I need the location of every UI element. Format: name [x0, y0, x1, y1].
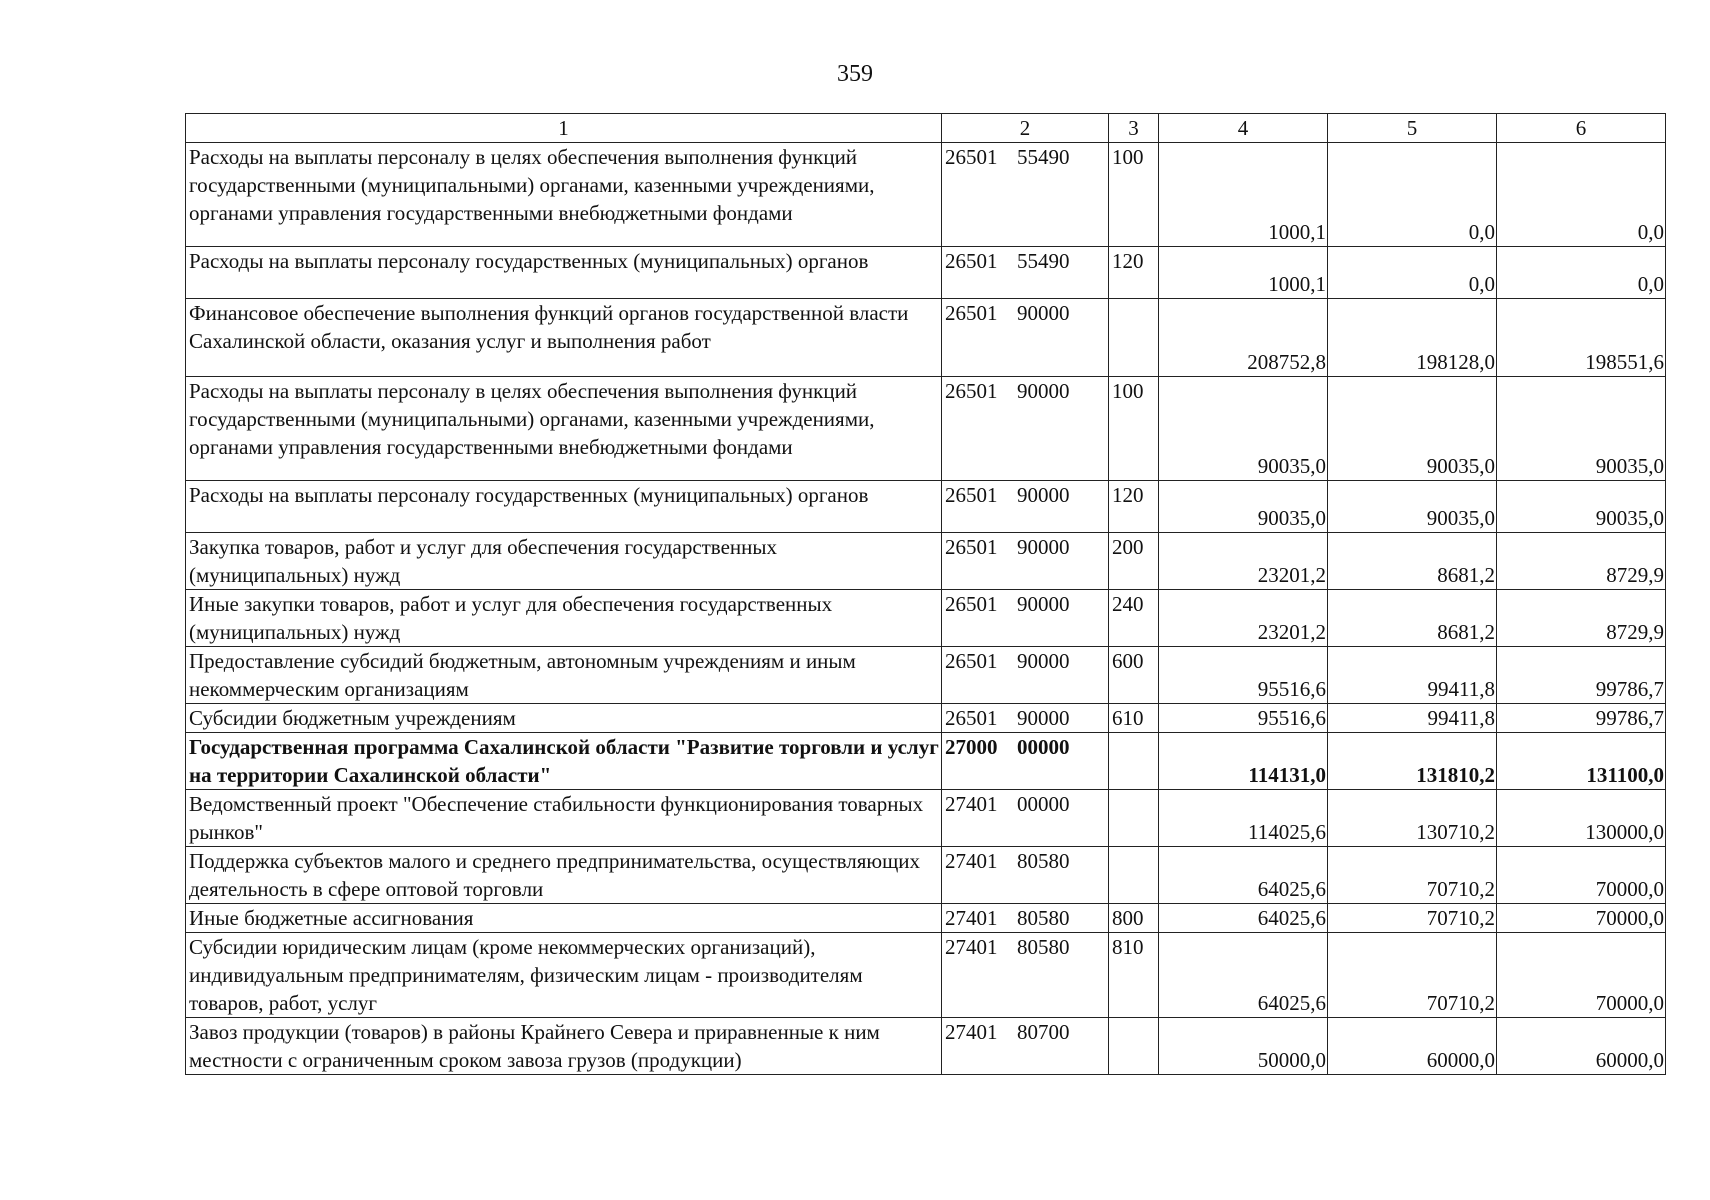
table-row	[186, 704, 1666, 733]
table-row	[186, 377, 1666, 481]
row-value-col6: 8729,9	[1497, 533, 1666, 590]
table-row	[186, 481, 1666, 533]
row-value-col5: 70710,2	[1328, 904, 1497, 933]
row-value-col4: 95516,6	[1159, 704, 1328, 733]
row-value-col5: 90035,0	[1328, 377, 1497, 481]
code-direction: 90000	[1017, 483, 1070, 507]
column-header: 4	[1159, 114, 1328, 143]
code-direction: 90000	[1017, 379, 1070, 403]
row-value-col4: 50000,0	[1159, 1018, 1328, 1075]
table-row	[186, 143, 1666, 247]
row-expense-type	[1109, 733, 1159, 790]
row-value-col5: 130710,2	[1328, 790, 1497, 847]
code-direction: 90000	[1017, 706, 1070, 730]
row-value-col4: 23201,2	[1159, 533, 1328, 590]
table-row	[186, 647, 1666, 704]
row-code	[942, 790, 1109, 847]
table-row	[186, 299, 1666, 377]
row-name: Расходы на выплаты персоналу государственных (муниципальных) органов	[186, 247, 942, 299]
row-value-col4: 23201,2	[1159, 590, 1328, 647]
row-name: Расходы на выплаты персоналу государственных (муниципальных) органов	[186, 481, 942, 533]
code-program: 26501	[945, 249, 998, 273]
row-value-col6: 0,0	[1497, 143, 1666, 247]
row-value-col6: 198551,6	[1497, 299, 1666, 377]
row-value-col5: 0,0	[1328, 143, 1497, 247]
row-expense-type: 240	[1109, 590, 1159, 647]
row-name: Расходы на выплаты персоналу в целях обеспечения выполнения функций государственными (муниципальными) органами, казенными учреждениями, органами управления государственными внебюджетными фондами	[186, 377, 942, 481]
row-expense-type: 810	[1109, 933, 1159, 1018]
table-row	[186, 590, 1666, 647]
row-value-col5: 70710,2	[1328, 933, 1497, 1018]
row-code	[942, 299, 1109, 377]
code-program: 26501	[945, 301, 998, 325]
row-value-col6: 99786,7	[1497, 704, 1666, 733]
code-program: 26501	[945, 706, 998, 730]
code-program: 26501	[945, 379, 998, 403]
table-row	[186, 533, 1666, 590]
code-program: 26501	[945, 535, 998, 559]
row-value-col6: 70000,0	[1497, 904, 1666, 933]
table-row	[186, 790, 1666, 847]
code-program: 27000	[945, 735, 998, 759]
code-program: 27401	[945, 906, 998, 930]
row-value-col6: 60000,0	[1497, 1018, 1666, 1075]
row-expense-type: 100	[1109, 143, 1159, 247]
row-name: Иные закупки товаров, работ и услуг для обеспечения государственных (муниципальных) нужд	[186, 590, 942, 647]
row-value-col4: 1000,1	[1159, 247, 1328, 299]
row-code	[942, 247, 1109, 299]
row-expense-type	[1109, 790, 1159, 847]
row-expense-type	[1109, 1018, 1159, 1075]
row-value-col6: 70000,0	[1497, 933, 1666, 1018]
row-name: Субсидии бюджетным учреждениям	[186, 704, 942, 733]
row-name: Расходы на выплаты персоналу в целях обеспечения выполнения функций государственными (муниципальными) органами, казенными учреждениями, органами управления государственными внебюджетными фондами	[186, 143, 942, 247]
code-direction: 80580	[1017, 935, 1070, 959]
code-direction: 90000	[1017, 301, 1070, 325]
code-program: 27401	[945, 1020, 998, 1044]
row-expense-type	[1109, 847, 1159, 904]
row-name: Государственная программа Сахалинской области "Развитие торговли и услуг на территории Сахалинской области"	[186, 733, 942, 790]
row-value-col5: 198128,0	[1328, 299, 1497, 377]
row-code	[942, 904, 1109, 933]
column-header: 5	[1328, 114, 1497, 143]
row-expense-type: 120	[1109, 247, 1159, 299]
row-name: Субсидии юридическим лицам (кроме некоммерческих организаций), индивидуальным предпринимателям, физическим лицам - производителям товаров, работ, услуг	[186, 933, 942, 1018]
row-name: Финансовое обеспечение выполнения функций органов государственной власти Сахалинской области, оказания услуг и выполнения работ	[186, 299, 942, 377]
row-code	[942, 647, 1109, 704]
row-value-col6: 0,0	[1497, 247, 1666, 299]
row-value-col6: 99786,7	[1497, 647, 1666, 704]
code-program: 27401	[945, 849, 998, 873]
row-code	[942, 704, 1109, 733]
row-name: Предоставление субсидий бюджетным, автономным учреждениям и иным некоммерческим организациям	[186, 647, 942, 704]
row-value-col4: 95516,6	[1159, 647, 1328, 704]
row-code	[942, 143, 1109, 247]
table-row	[186, 733, 1666, 790]
code-program: 27401	[945, 792, 998, 816]
page-number: 359	[837, 61, 873, 87]
code-direction: 00000	[1017, 735, 1070, 759]
row-code	[942, 733, 1109, 790]
code-program: 26501	[945, 649, 998, 673]
row-value-col5: 60000,0	[1328, 1018, 1497, 1075]
row-value-col4: 114131,0	[1159, 733, 1328, 790]
row-name: Поддержка субъектов малого и среднего предпринимательства, осуществляющих деятельность в сфере оптовой торговли	[186, 847, 942, 904]
code-direction: 90000	[1017, 649, 1070, 673]
row-value-col5: 99411,8	[1328, 647, 1497, 704]
row-value-col6: 70000,0	[1497, 847, 1666, 904]
code-direction: 90000	[1017, 535, 1070, 559]
row-value-col5: 99411,8	[1328, 704, 1497, 733]
row-name: Ведомственный проект "Обеспечение стабильности функционирования товарных рынков"	[186, 790, 942, 847]
row-code	[942, 590, 1109, 647]
table-row	[186, 904, 1666, 933]
row-expense-type: 800	[1109, 904, 1159, 933]
row-value-col4: 64025,6	[1159, 933, 1328, 1018]
column-header: 6	[1497, 114, 1666, 143]
row-value-col5: 70710,2	[1328, 847, 1497, 904]
code-direction: 80700	[1017, 1020, 1070, 1044]
code-direction: 90000	[1017, 592, 1070, 616]
row-value-col4: 90035,0	[1159, 481, 1328, 533]
row-code	[942, 377, 1109, 481]
column-header: 2	[942, 114, 1109, 143]
row-value-col5: 90035,0	[1328, 481, 1497, 533]
table-row	[186, 933, 1666, 1018]
row-code	[942, 1018, 1109, 1075]
code-direction: 80580	[1017, 849, 1070, 873]
row-name: Завоз продукции (товаров) в районы Крайнего Севера и приравненные к ним местности с ограниченным сроком завоза грузов (продукции)	[186, 1018, 942, 1075]
row-value-col4: 114025,6	[1159, 790, 1328, 847]
table-row	[186, 247, 1666, 299]
row-value-col4: 64025,6	[1159, 847, 1328, 904]
row-value-col6: 131100,0	[1497, 733, 1666, 790]
row-expense-type	[1109, 299, 1159, 377]
row-value-col5: 131810,2	[1328, 733, 1497, 790]
code-program: 26501	[945, 592, 998, 616]
column-header: 3	[1109, 114, 1159, 143]
table-row	[186, 847, 1666, 904]
row-expense-type: 610	[1109, 704, 1159, 733]
row-expense-type: 600	[1109, 647, 1159, 704]
row-expense-type: 100	[1109, 377, 1159, 481]
row-code	[942, 533, 1109, 590]
table-row	[186, 1018, 1666, 1075]
row-value-col6: 130000,0	[1497, 790, 1666, 847]
column-header: 1	[186, 114, 942, 143]
code-direction: 55490	[1017, 145, 1070, 169]
table-body	[186, 143, 1666, 1075]
budget-table	[185, 113, 1666, 1075]
code-direction: 55490	[1017, 249, 1070, 273]
row-value-col6: 90035,0	[1497, 481, 1666, 533]
row-value-col4: 64025,6	[1159, 904, 1328, 933]
row-expense-type: 120	[1109, 481, 1159, 533]
code-direction: 80580	[1017, 906, 1070, 930]
row-value-col4: 1000,1	[1159, 143, 1328, 247]
row-name: Иные бюджетные ассигнования	[186, 904, 942, 933]
code-direction: 00000	[1017, 792, 1070, 816]
code-program: 27401	[945, 935, 998, 959]
row-value-col5: 8681,2	[1328, 590, 1497, 647]
row-value-col6: 90035,0	[1497, 377, 1666, 481]
code-program: 26501	[945, 483, 998, 507]
row-name: Закупка товаров, работ и услуг для обеспечения государственных (муниципальных) нужд	[186, 533, 942, 590]
row-value-col5: 0,0	[1328, 247, 1497, 299]
row-code	[942, 933, 1109, 1018]
row-code	[942, 481, 1109, 533]
code-program: 26501	[945, 145, 998, 169]
row-value-col4: 90035,0	[1159, 377, 1328, 481]
table-header-row	[186, 114, 1666, 143]
row-value-col4: 208752,8	[1159, 299, 1328, 377]
row-expense-type: 200	[1109, 533, 1159, 590]
row-code	[942, 847, 1109, 904]
row-value-col5: 8681,2	[1328, 533, 1497, 590]
row-value-col6: 8729,9	[1497, 590, 1666, 647]
